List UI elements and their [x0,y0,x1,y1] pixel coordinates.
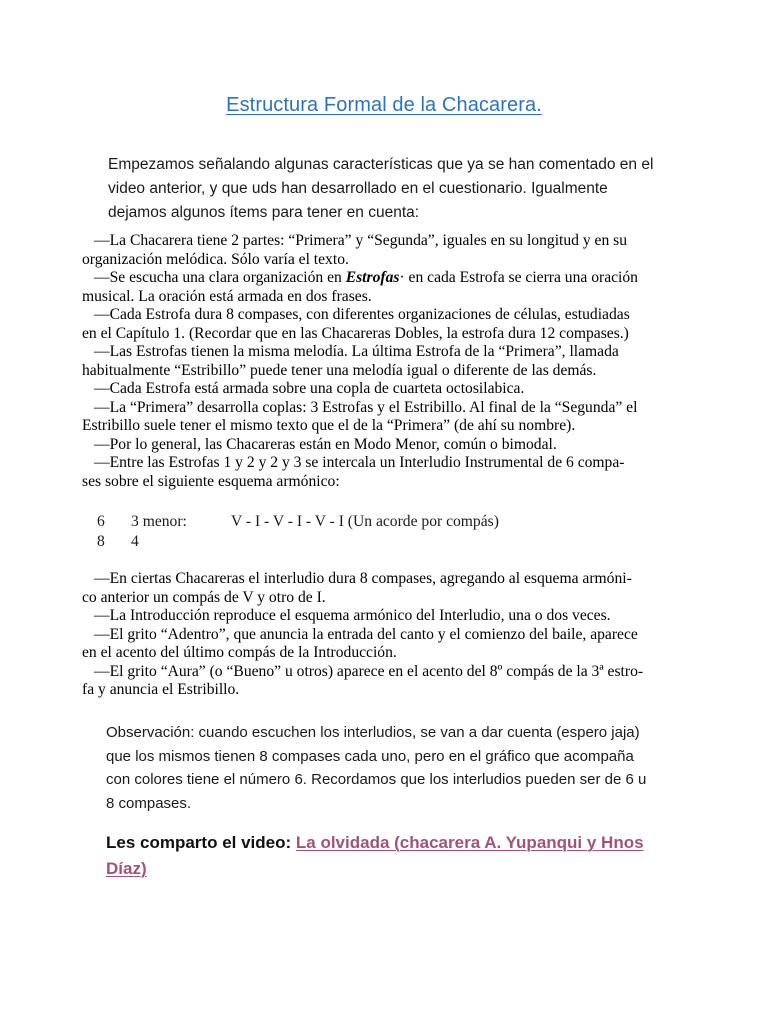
text-line: —La Introducción reproduce el esquema armónico del Interludio, una o dos veces. [94,607,611,624]
text-line: —El grito “Adentro”, que anuncia la entrada del canto y el comienzo del baile, aparece [94,625,638,643]
text-line [82,269,722,288]
text-line: —Entre las Estrofas 1 y 2 y 2 y 3 se intercala un Interludio Instrumental de 6 compa- [94,454,625,471]
chord-sequence: V - I - V - I - V - I (Un acorde por compás) [231,513,499,530]
document-title: Estructura Formal de la Chacarera. [226,94,542,116]
text-line: en el Capítulo 1. (Recordar que en las Chacareras Dobles, la estrofa dura 12 compases.) [82,324,629,342]
observation-line: que los mismos tienen 8 compases cada uno, pero en el gráfico que acompaña [106,747,634,765]
text-line: —La Chacarera tiene 2 partes: “Primera” y “Segunda”, iguales en su longitud y en su [94,232,628,249]
intro-line: Empezamos señalando algunas características que ya se han comentado en el [108,156,654,173]
text-line: —Por lo general, las Chacareras están en Modo Menor, común o bimodal. [94,435,557,453]
intro-line: dejamos algunos ítems para tener en cuenta: [108,204,420,221]
intro-paragraph [108,153,708,225]
scanned-text-block [82,232,722,491]
text-line: —Cada Estrofa está armada sobre una copla de cuarteta octosilabica. [94,380,525,397]
scheme-row [97,512,499,532]
time-signature-bottom: 4 [131,533,139,550]
text-line: organización melódica. Sólo varía el texto. [82,250,349,268]
time-signature-bottom: 8 [97,533,105,550]
observation-line: con colores tiene el número 6. Recordamos que los interludios pueden ser de 6 u [106,771,647,788]
share-video [106,830,706,882]
text-line: co anterior un compás de V y otro de I. [82,588,326,606]
text-line: musical. La oración está armada en dos frases. [82,287,372,305]
share-label: Les comparto el video: [106,833,296,852]
text-fragment: · en cada Estrofa se cierra una oración [399,269,638,286]
text-line: habitualmente “Estribillo” puede tener una melodía igual o diferente de las demás. [82,361,597,379]
text-line: —En ciertas Chacareras el interludio dura 8 compases, agregando al esquema armóni- [94,570,632,587]
scheme-row [97,532,499,552]
observation-line: 8 compases. [106,794,192,812]
time-signature-top: 3 menor: [131,513,187,530]
text-line: —El grito “Aura” (o “Bueno” u otros) aparece en el acento del 8º compás de la 3ª estro- [94,662,644,680]
text-line: —La “Primera” desarrolla coplas: 3 Estrofas y el Estribillo. Al final de la “Segunda” el [94,398,638,416]
observation-paragraph [106,721,706,815]
observation-line: Observación: cuando escuchen los interludios, se van a dar cuenta (espero jaja) [106,724,640,741]
harmonic-scheme [97,512,499,552]
video-link-continued[interactable]: Díaz) [106,859,147,878]
text-fragment: —Se escucha una clara organización en [94,269,346,286]
text-line: en el acento del último compás de la Introducción. [82,644,397,661]
scanned-text-block-2 [82,570,722,700]
text-line: ses sobre el siguiente esquema armónico: [82,472,340,490]
share-line [106,830,706,856]
text-line: —Las Estrofas tienen la misma melodía. La última Estrofa de la “Primera”, llamada [94,343,619,360]
text-line: fa y anuncia el Estribillo. [82,681,240,698]
intro-line: video anterior, y que uds han desarrollado en el cuestionario. Igualmente [108,180,608,197]
text-line: Estribillo suele tener el mismo texto que el de la “Primera” (de ahí su nombre). [82,417,576,434]
video-link[interactable]: La olvidada (chacarera A. Yupanqui y Hnos [295,833,644,852]
text-line: —Cada Estrofa dura 8 compases, con diferentes organizaciones de células, estudiadas [94,306,630,323]
share-line [106,856,706,882]
time-signature-top: 6 [97,513,105,530]
estrofas-emphasis: Estrofas [345,269,400,286]
